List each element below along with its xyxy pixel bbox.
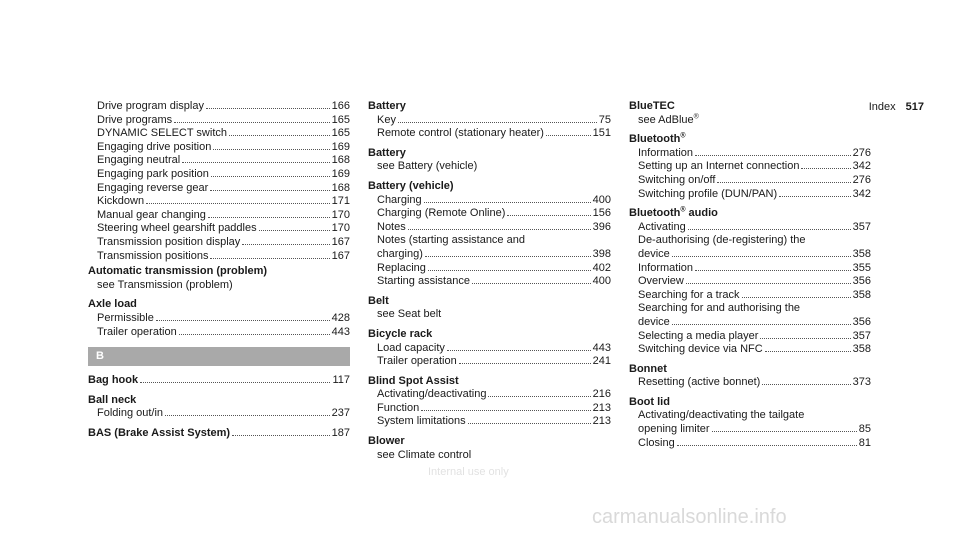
index-entry: Trailer operation 443 bbox=[97, 325, 350, 338]
index-entry: Drive program display 166 bbox=[97, 100, 350, 112]
index-entry: Information 276 bbox=[638, 146, 871, 159]
index-heading: Boot lid bbox=[629, 395, 670, 408]
index-heading-entry: Bag hook 117 bbox=[88, 374, 350, 387]
index-entry: Selecting a media player 357 bbox=[638, 329, 871, 342]
index-entry: Function 213 bbox=[377, 401, 611, 414]
index-entry: Steering wheel gearshift paddles 170 bbox=[97, 222, 350, 235]
index-entry: Overview 356 bbox=[638, 275, 871, 288]
index-group bbox=[88, 374, 350, 388]
index-group bbox=[629, 363, 871, 390]
index-entry: Switching device via NFC 358 bbox=[638, 343, 871, 356]
index-entry-wrapped: Notes (starting assistance and charging) 398 bbox=[377, 234, 611, 260]
index-group bbox=[88, 298, 350, 339]
index-group bbox=[629, 207, 871, 357]
index-heading: Bonnet bbox=[629, 362, 667, 375]
index-entry: Charging (Remote Online) 156 bbox=[377, 207, 611, 220]
see-reference: see Transmission (problem) bbox=[97, 278, 233, 291]
index-entry: Resetting (active bonnet) 373 bbox=[638, 376, 871, 389]
index-group bbox=[629, 133, 871, 201]
index-heading: Bluetooth® bbox=[629, 132, 686, 146]
index-entry: Activating 357 bbox=[638, 220, 871, 233]
index-entry: Searching for a track 358 bbox=[638, 288, 871, 301]
index-entry: Information 355 bbox=[638, 261, 871, 274]
index-group bbox=[368, 147, 611, 174]
index-group bbox=[368, 435, 611, 462]
index-group-continued bbox=[88, 100, 350, 263]
index-entry: Folding out/in 237 bbox=[97, 407, 350, 420]
index-entry: Charging 400 bbox=[377, 193, 611, 206]
index-heading: Automatic transmission (problem) bbox=[88, 265, 268, 278]
index-heading: Bicycle rack bbox=[368, 327, 433, 340]
index-entry: DYNAMIC SELECT switch 165 bbox=[97, 127, 350, 140]
see-reference: see Battery (vehicle) bbox=[377, 160, 478, 173]
index-group bbox=[88, 265, 350, 292]
index-entry: Engaging drive position 169 bbox=[97, 140, 350, 153]
index-group bbox=[368, 100, 611, 141]
index-heading: Bluetooth® audio bbox=[629, 206, 718, 220]
index-heading: BlueTEC bbox=[629, 100, 675, 112]
index-entry-wrapped: De-authorising (de-registering) the device 358 bbox=[638, 234, 871, 260]
letter-section-bar: B bbox=[88, 347, 350, 366]
index-group bbox=[88, 394, 350, 421]
page-header bbox=[869, 101, 924, 113]
index-entry-wrapped: Activating/deactivating the tailgate opening limiter 85 bbox=[638, 409, 871, 436]
see-reference: see Climate control bbox=[377, 448, 472, 461]
index-entry: Transmission positions 167 bbox=[97, 249, 350, 262]
see-reference: see Seat belt bbox=[377, 308, 442, 321]
index-entry: Closing 81 bbox=[638, 436, 871, 449]
index-entry: Transmission position display 167 bbox=[97, 235, 350, 248]
index-entry: Kickdown 171 bbox=[97, 195, 350, 208]
index-heading: Axle load bbox=[88, 298, 137, 311]
index-group bbox=[368, 295, 611, 322]
header-label: Index bbox=[868, 101, 896, 113]
site-watermark: carmanualsonline.info bbox=[592, 506, 787, 528]
index-entry: Starting assistance 400 bbox=[377, 275, 611, 288]
index-group bbox=[368, 180, 611, 289]
index-entry: Notes 396 bbox=[377, 220, 611, 233]
index-entry-wrapped: Searching for and authorising the device 356 bbox=[638, 302, 871, 328]
index-entry: Drive programs 165 bbox=[97, 113, 350, 126]
page-number: 517 bbox=[905, 101, 924, 113]
index-entry: Load capacity 443 bbox=[377, 341, 611, 354]
index-heading: Ball neck bbox=[88, 393, 137, 406]
index-heading: Battery (vehicle) bbox=[368, 179, 454, 192]
index-group bbox=[368, 375, 611, 429]
index-heading: Belt bbox=[368, 294, 389, 307]
index-group bbox=[629, 100, 871, 127]
index-entry: Replacing 402 bbox=[377, 261, 611, 274]
index-entry: Switching on/off 276 bbox=[638, 173, 871, 186]
index-group bbox=[629, 396, 871, 450]
index-entry: Trailer operation 241 bbox=[377, 355, 611, 368]
registered-mark: ® bbox=[680, 132, 686, 140]
see-reference: see AdBlue® bbox=[638, 112, 699, 126]
index-group bbox=[368, 328, 611, 369]
index-heading-entry: BAS (Brake Assist System) 187 bbox=[88, 426, 350, 439]
index-column-3 bbox=[629, 100, 871, 456]
index-entry: Remote control (stationary heater) 151 bbox=[377, 127, 611, 140]
index-entry: Manual gear changing 170 bbox=[97, 208, 350, 221]
index-heading: Battery bbox=[368, 100, 406, 112]
index-entry: Engaging reverse gear 168 bbox=[97, 181, 350, 194]
index-entry: Permissible 428 bbox=[97, 311, 350, 324]
index-column-1 bbox=[88, 100, 350, 446]
index-entry: Activating/deactivating 216 bbox=[377, 388, 611, 401]
index-column-2 bbox=[368, 100, 611, 468]
index-entry: Engaging neutral 168 bbox=[97, 154, 350, 167]
index-entry: Engaging park position 169 bbox=[97, 167, 350, 180]
index-entry: Key 75 bbox=[377, 113, 611, 126]
index-entry: Switching profile (DUN/PAN) 342 bbox=[638, 187, 871, 200]
index-heading: Battery bbox=[368, 146, 406, 159]
registered-mark: ® bbox=[693, 112, 699, 120]
index-entry: Setting up an Internet connection 342 bbox=[638, 160, 871, 173]
index-heading: Blower bbox=[368, 435, 405, 448]
index-heading: Blind Spot Assist bbox=[368, 374, 459, 387]
internal-use-watermark: Internal use only bbox=[428, 466, 509, 478]
registered-mark: ® bbox=[680, 206, 686, 214]
index-entry: System limitations 213 bbox=[377, 415, 611, 428]
index-group bbox=[88, 427, 350, 441]
